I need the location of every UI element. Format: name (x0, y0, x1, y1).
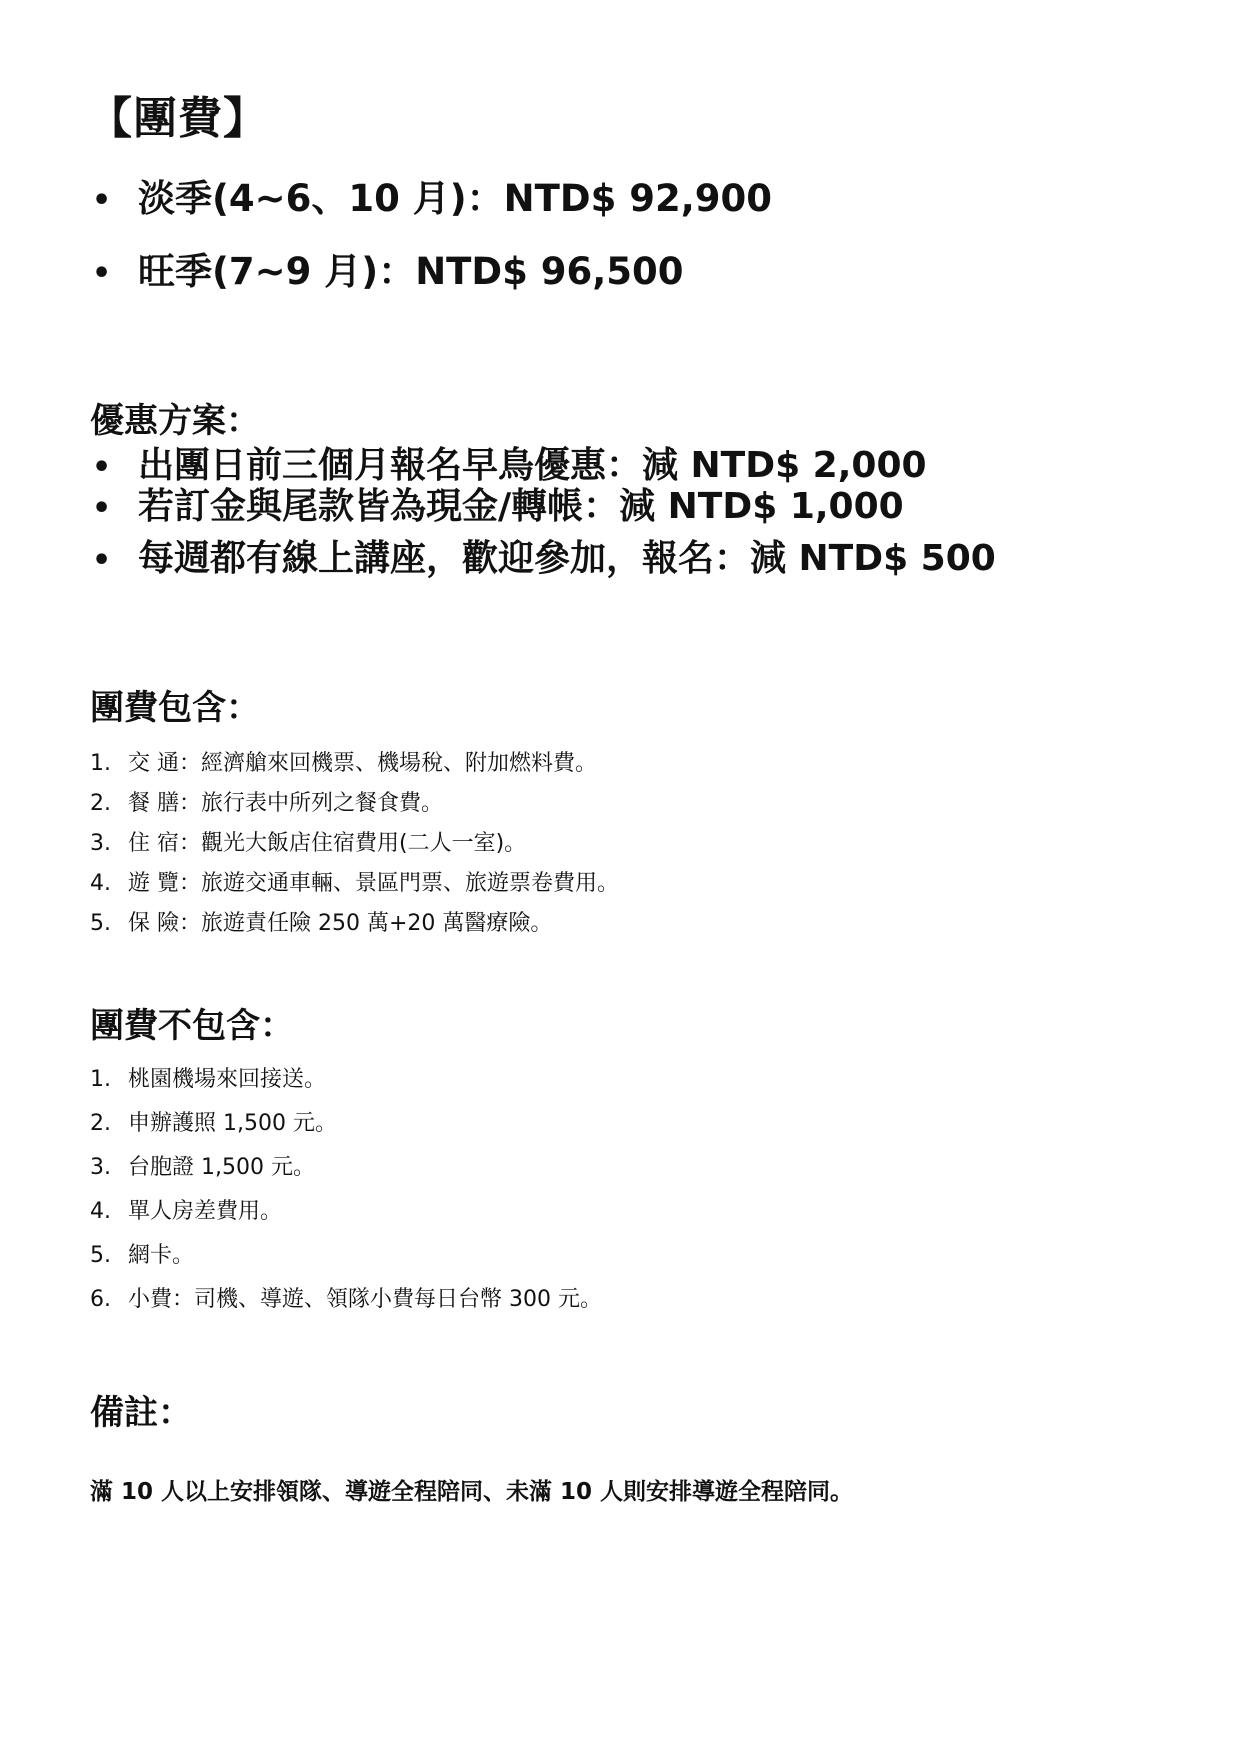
item-text: 單人房差費用。 (128, 1199, 283, 1224)
discounts-heading: 優惠方案： (90, 401, 260, 441)
price-text: 旺季(7~9 月)：NTD$ 96,500 (138, 250, 684, 293)
excluded-item (90, 1238, 194, 1269)
item-text: 申辦護照 1,500 元。 (128, 1111, 337, 1136)
remarks-heading: 備註： (90, 1393, 192, 1433)
item-text: 餐 膳：旅行表中所列之餐食費。 (128, 791, 443, 816)
item-text: 台胞證 1,500 元。 (128, 1155, 315, 1180)
item-number: 4. (90, 871, 111, 896)
excluded-item (90, 1150, 315, 1181)
price-text: 淡季(4~6、10 月)：NTD$ 92,900 (138, 177, 773, 220)
item-number: 1. (90, 751, 111, 776)
item-text: 交 通：經濟艙來回機票、機場稅、附加燃料費。 (128, 751, 597, 776)
item-number: 3. (90, 831, 111, 856)
included-item (90, 866, 619, 897)
item-number: 6. (90, 1287, 111, 1312)
item-text: 網卡。 (128, 1243, 195, 1268)
included-item (90, 826, 526, 857)
excluded-item (90, 1106, 337, 1137)
bullet-icon: • (92, 449, 112, 485)
item-number: 2. (90, 1111, 111, 1136)
price-item-high-season (92, 241, 684, 295)
included-item (90, 746, 597, 777)
item-number: 4. (90, 1199, 111, 1224)
item-number: 5. (90, 911, 111, 936)
included-item (90, 906, 552, 937)
page-title: 【團費】 (88, 93, 268, 144)
price-item-low-season (92, 168, 772, 222)
discount-item (92, 478, 904, 529)
bullet-icon: • (92, 542, 112, 578)
bullet-icon: • (92, 490, 112, 526)
item-text: 遊 覽：旅遊交通車輛、景區門票、旅遊票卷費用。 (128, 871, 619, 896)
discount-text: 每週都有線上講座，歡迎參加，報名：減 NTD$ 500 (138, 538, 996, 579)
item-text: 桃園機場來回接送。 (128, 1067, 327, 1092)
excluded-item (90, 1282, 602, 1313)
excluded-item (90, 1062, 326, 1093)
bullet-icon: • (92, 256, 112, 291)
remarks-text: 滿 10 人以上安排領隊、導遊全程陪同、未滿 10 人則安排導遊全程陪同。 (90, 1479, 854, 1505)
included-heading: 團費包含： (90, 688, 260, 728)
item-text: 住 宿：觀光大飯店住宿費用(二人一室)。 (128, 831, 527, 856)
discount-text: 若訂金與尾款皆為現金/轉帳：減 NTD$ 1,000 (138, 486, 904, 527)
discount-text: 出團日前三個月報名早鳥優惠：減 NTD$ 2,000 (138, 445, 927, 486)
excluded-item (90, 1194, 282, 1225)
item-text: 保 險：旅遊責任險 250 萬+20 萬醫療險。 (128, 911, 553, 936)
discount-item (92, 530, 996, 581)
item-number: 5. (90, 1243, 111, 1268)
item-number: 1. (90, 1067, 111, 1092)
included-item (90, 786, 443, 817)
item-number: 2. (90, 791, 111, 816)
bullet-icon: • (92, 183, 112, 218)
item-text: 小費：司機、導遊、領隊小費每日台幣 300 元。 (128, 1287, 602, 1312)
excluded-heading: 團費不包含： (90, 1006, 294, 1046)
item-number: 3. (90, 1155, 111, 1180)
